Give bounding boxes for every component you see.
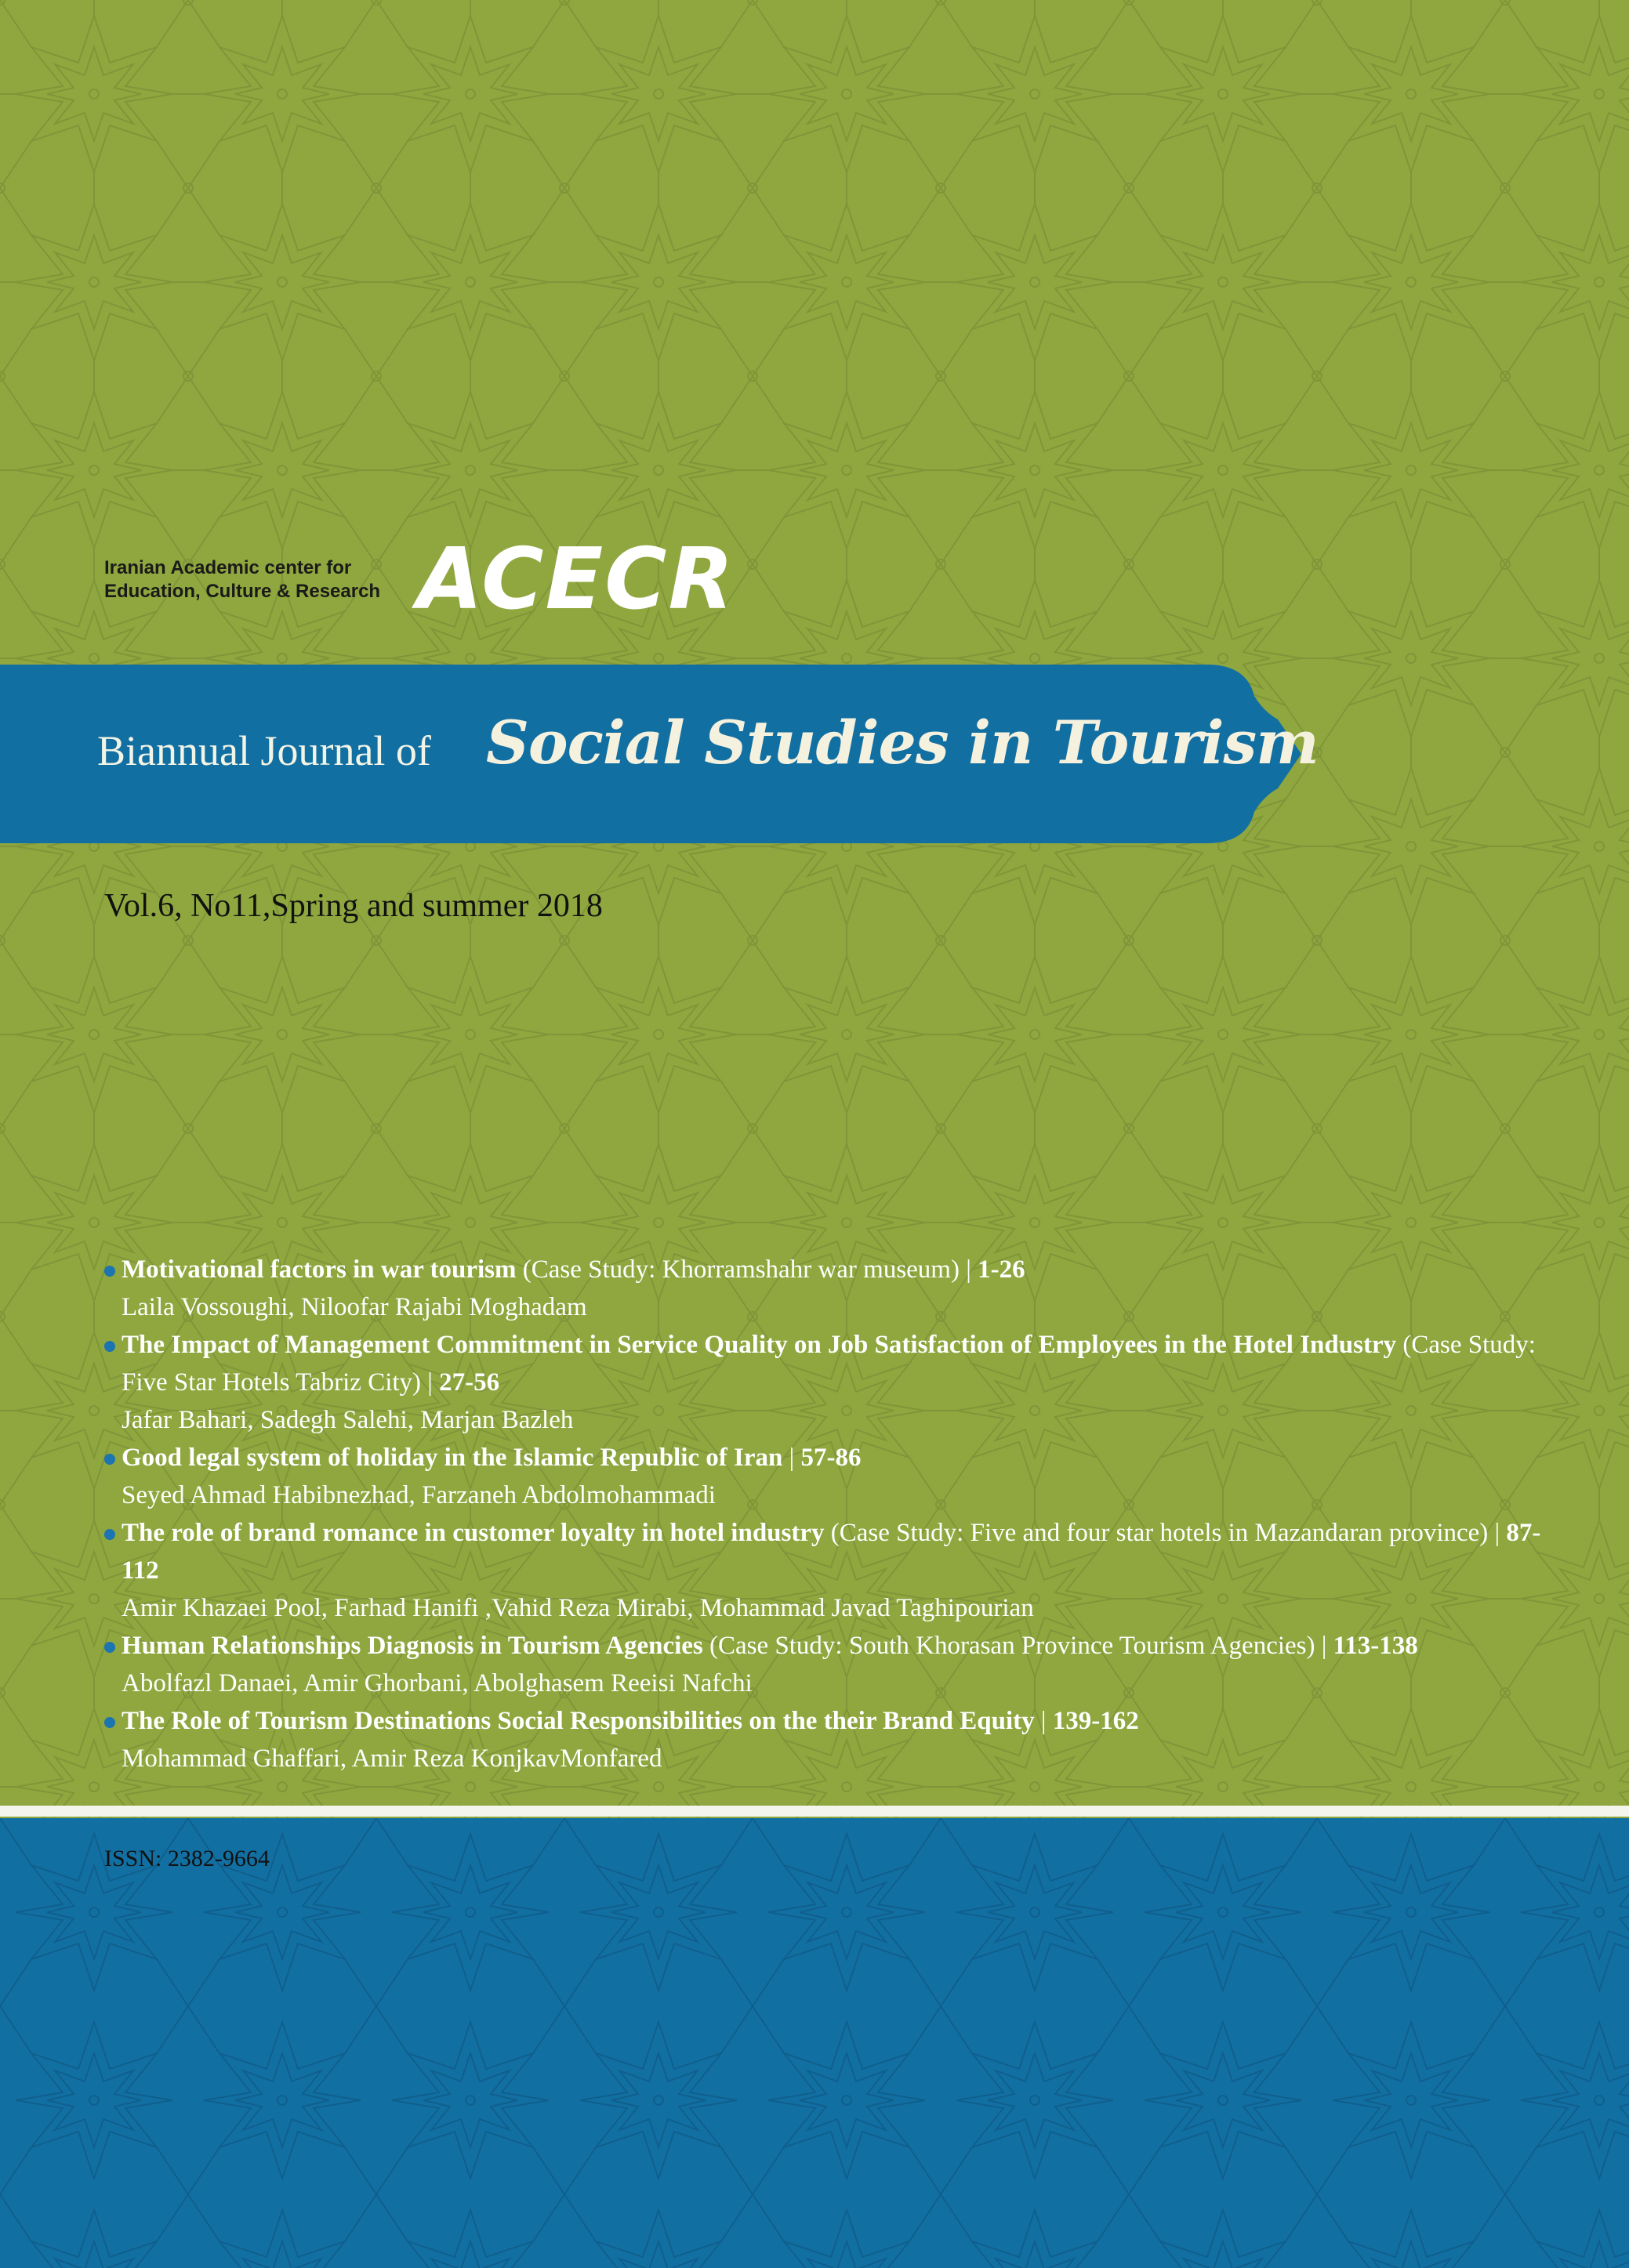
article-pages: 27-56 xyxy=(439,1368,500,1397)
article-pages: 139-162 xyxy=(1052,1707,1139,1735)
article-authors: Mohammad Ghaffari, Amir Reza KonjkavMonfared xyxy=(122,1744,662,1773)
journal-prefix: Biannual Journal of xyxy=(97,727,431,774)
divider-rule xyxy=(0,1806,1629,1817)
journal-title: Social Studies in Tourism xyxy=(486,708,1319,777)
article-title: Good legal system of holiday in the Islamic Republic of Iran xyxy=(122,1444,783,1472)
article-4 xyxy=(104,1514,1556,1627)
article-note: (Case Study: South Khorasan Province Tourism Agencies) | xyxy=(702,1632,1333,1660)
article-title: The Impact of Management Commitment in Service Quality on Job Satisfaction of Employees in the Hotel Industry xyxy=(122,1331,1397,1359)
footer-band xyxy=(0,1818,1629,2268)
article-authors: Jafar Bahari, Sadegh Salehi, Marjan Bazleh xyxy=(122,1406,574,1434)
article-authors: Abolfazl Danaei, Amir Ghorbani, Abolghasem Reeisi Nafchi xyxy=(122,1669,753,1697)
bullet-icon xyxy=(104,1454,115,1465)
article-note: (Case Study: Five Star Hotels Tabriz City) | xyxy=(122,1331,1536,1397)
article-pages: 87-112 xyxy=(122,1519,1541,1585)
article-1 xyxy=(104,1251,1556,1326)
article-pages: 1-26 xyxy=(978,1255,1025,1284)
article-authors: Amir Khazaei Pool, Farhad Hanifi ,Vahid Reza Mirabi, Mohammad Javad Taghipourian xyxy=(122,1594,1034,1622)
bullet-icon xyxy=(104,1266,115,1277)
article-2 xyxy=(104,1326,1556,1439)
article-authors: Laila Vossoughi, Niloofar Rajabi Moghadam xyxy=(122,1293,587,1321)
article-authors: Seyed Ahmad Habibnezhad, Farzaneh Abdolmohammadi xyxy=(122,1481,716,1509)
issn-number: ISSN: 2382-9664 xyxy=(104,1846,270,1871)
article-note: (Case Study: Khorramshahr war museum) | xyxy=(516,1255,978,1284)
publisher-name xyxy=(104,556,410,603)
article-note: | xyxy=(782,1444,801,1472)
article-title: The role of brand romance in customer loyalty in hotel industry xyxy=(122,1519,825,1547)
publisher-line-2: Education, Culture & Research xyxy=(104,581,381,602)
publisher-line-1: Iranian Academic center for xyxy=(104,557,352,578)
article-pages: 57-86 xyxy=(800,1444,862,1472)
article-title: Motivational factors in war tourism xyxy=(122,1255,517,1284)
article-note: | xyxy=(1034,1707,1053,1735)
bullet-icon xyxy=(104,1717,115,1728)
acecr-logo: ACECR xyxy=(417,531,735,629)
article-6 xyxy=(104,1702,1556,1777)
article-5 xyxy=(104,1627,1556,1702)
bullet-icon xyxy=(104,1341,115,1352)
footer-pattern xyxy=(0,1818,1629,2268)
bullet-icon xyxy=(104,1642,115,1653)
article-3 xyxy=(104,1439,1556,1514)
issue-info: Vol.6, No11,Spring and summer 2018 xyxy=(104,888,603,924)
bullet-icon xyxy=(104,1529,115,1540)
table-of-contents xyxy=(104,1251,1556,1777)
article-title: Human Relationships Diagnosis in Tourism Agencies xyxy=(122,1632,703,1660)
article-title: The Role of Tourism Destinations Social Responsibilities on the their Brand Equity xyxy=(122,1707,1035,1735)
article-pages: 113-138 xyxy=(1333,1632,1418,1660)
article-note: (Case Study: Five and four star hotels in Mazandaran province) | xyxy=(824,1519,1507,1547)
